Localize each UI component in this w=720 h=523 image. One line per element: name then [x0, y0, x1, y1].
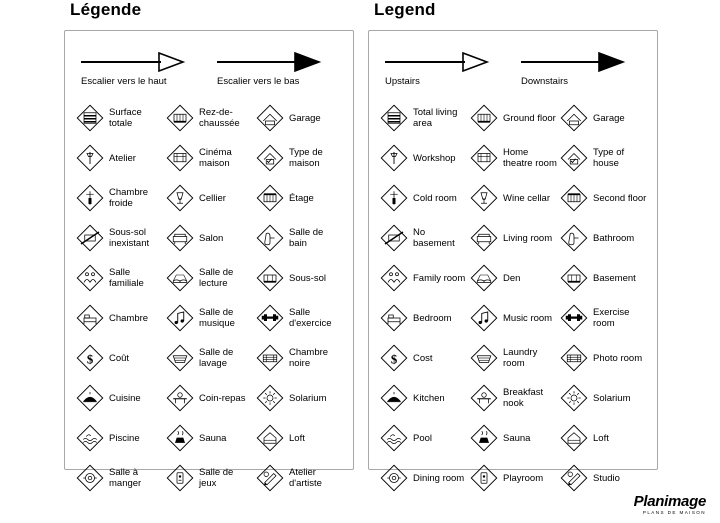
logo-wordmark: Planimage — [633, 493, 706, 510]
legend-item — [75, 339, 163, 377]
legend-item — [559, 99, 647, 137]
cold-room-icon — [379, 183, 409, 213]
legend-item-label: Kitchen — [413, 392, 445, 404]
legend-item-label: Family room — [413, 272, 466, 284]
legend-item — [469, 219, 557, 257]
legend-item — [379, 259, 467, 297]
legend-item-label: Salle familiale — [109, 267, 144, 289]
second-floor-icon — [255, 183, 285, 213]
legend-item-label: No basement — [413, 227, 455, 249]
exercise-room-icon — [559, 303, 589, 333]
legend-item-label: Étage — [289, 192, 314, 204]
basement-icon — [255, 263, 285, 293]
photo-room-icon — [559, 343, 589, 373]
legend-item — [559, 139, 647, 177]
legend-item — [379, 379, 467, 417]
legend-box-french — [64, 30, 354, 489]
garage-icon — [559, 103, 589, 133]
loft-icon — [255, 423, 285, 453]
arrow-outline-icon — [383, 51, 493, 73]
legend-item-label: Loft — [289, 432, 305, 444]
legend-item-label: Workshop — [413, 152, 456, 164]
legend-item — [75, 219, 163, 257]
arrow-outline-icon — [79, 51, 189, 73]
pool-icon — [75, 423, 105, 453]
legend-item-label: Total living area — [413, 107, 458, 129]
legend-item — [469, 299, 557, 337]
legend-item — [165, 179, 253, 217]
dining-room-icon — [75, 463, 105, 493]
no-basement-icon — [379, 223, 409, 253]
legend-item-label: Living room — [503, 232, 553, 244]
legend-item-label: Garage — [289, 112, 321, 124]
legend-item — [559, 179, 647, 217]
music-room-icon — [469, 303, 499, 333]
stairs-downstairs-english — [519, 51, 647, 87]
legend-item — [75, 139, 163, 177]
legend-item — [559, 259, 647, 297]
laundry-room-icon — [469, 343, 499, 373]
svg-text:$: $ — [390, 352, 398, 367]
photo-room-icon — [255, 343, 285, 373]
sauna-icon — [469, 423, 499, 453]
legend-item — [75, 379, 163, 417]
legend-item-label: Cuisine — [109, 392, 141, 404]
arrow-solid-icon — [519, 51, 629, 73]
music-room-icon — [165, 303, 195, 333]
legend-item-label: Cinéma maison — [199, 147, 232, 169]
stairs-downstairs-french — [215, 51, 343, 87]
svg-text:$: $ — [86, 352, 94, 367]
planimage-logo — [634, 495, 706, 515]
family-room-icon — [379, 263, 409, 293]
legend-item-label: Chambre — [109, 312, 149, 324]
legend-item — [165, 459, 253, 497]
cost-icon — [379, 343, 409, 373]
den-icon — [165, 263, 195, 293]
legend-item — [379, 179, 467, 217]
wine-cellar-icon — [469, 183, 499, 213]
stairs-row-french — [79, 51, 343, 87]
second-floor-icon — [559, 183, 589, 213]
legend-item-label: Coût — [109, 352, 130, 364]
legend-item-label: Home theatre room — [503, 147, 557, 169]
legend-item-label: Salle de bain — [289, 227, 324, 249]
legend-item-label: Sauna — [199, 432, 227, 444]
legend-item-label: Type of house — [593, 147, 625, 169]
sauna-icon — [165, 423, 195, 453]
legend-item — [255, 339, 343, 377]
legend-item — [559, 339, 647, 377]
workshop-icon — [379, 143, 409, 173]
legend-item — [255, 379, 343, 417]
stairs-row-english — [383, 51, 647, 87]
legend-item-label: Coin-repas — [199, 392, 246, 404]
legend-item — [559, 459, 647, 497]
den-icon — [469, 263, 499, 293]
loft-icon — [559, 423, 589, 453]
legend-item — [165, 299, 253, 337]
legend-item — [469, 459, 557, 497]
legend-item — [379, 219, 467, 257]
laundry-room-icon — [165, 343, 195, 373]
legend-item — [469, 179, 557, 217]
solarium-icon — [255, 383, 285, 413]
legend-item-label: Den — [503, 272, 521, 284]
legend-item-label: Solarium — [289, 392, 327, 404]
legend-item-label: Studio — [593, 472, 620, 484]
studio-icon — [559, 463, 589, 493]
legend-item-label: Chambre noire — [289, 347, 329, 369]
legend-item — [469, 259, 557, 297]
kitchen-icon — [379, 383, 409, 413]
legend-item-label: Exercise room — [593, 307, 630, 329]
legend-item-label: Second floor — [593, 192, 647, 204]
legend-item-label: Playroom — [503, 472, 544, 484]
legend-item — [559, 219, 647, 257]
garage-icon — [255, 103, 285, 133]
ground-floor-icon — [165, 103, 195, 133]
bedroom-icon — [379, 303, 409, 333]
legend-panel-english — [368, 0, 658, 484]
legend-item-label: Atelier — [109, 152, 136, 164]
legend-item-label: Sous-sol — [289, 272, 326, 284]
legend-item-label: Sous-sol inexistant — [109, 227, 150, 249]
legend-item — [255, 139, 343, 177]
legend-item — [255, 99, 343, 137]
legend-item — [559, 419, 647, 457]
stairs-label-upstairs-french: Escalier vers le haut — [81, 76, 167, 87]
legend-item — [255, 299, 343, 337]
legend-item-label: Photo room — [593, 352, 643, 364]
legend-item — [255, 259, 343, 297]
legend-item-label: Salle de lavage — [199, 347, 234, 369]
legend-item-label: Cost — [413, 352, 433, 364]
legend-item — [379, 139, 467, 177]
legend-item-label: Music room — [503, 312, 553, 324]
legend-item — [75, 299, 163, 337]
legend-item — [469, 419, 557, 457]
page-title-english: Legend — [374, 0, 436, 19]
legend-item — [165, 139, 253, 177]
legend-item — [469, 99, 557, 137]
legend-item — [165, 99, 253, 137]
breakfast-nook-icon — [469, 383, 499, 413]
legend-item-label: Bedroom — [413, 312, 452, 324]
legend-item-label: Cellier — [199, 192, 226, 204]
legend-item — [379, 299, 467, 337]
bathroom-icon — [559, 223, 589, 253]
cost-icon — [75, 343, 105, 373]
breakfast-nook-icon — [165, 383, 195, 413]
legend-item — [165, 259, 253, 297]
legend-item-label: Salle de musique — [199, 307, 235, 329]
type-of-house-icon — [559, 143, 589, 173]
legend-item-label: Salon — [199, 232, 224, 244]
legend-item-label: Type de maison — [289, 147, 323, 169]
stairs-upstairs-french — [79, 51, 207, 87]
stairs-label-downstairs-english: Downstairs — [521, 76, 568, 87]
page-title-french: Légende — [70, 0, 142, 19]
legend-item-label: Rez-de-chaussée — [199, 107, 240, 129]
legend-item-label: Chambre froide — [109, 187, 149, 209]
legend-item — [75, 179, 163, 217]
kitchen-icon — [75, 383, 105, 413]
legend-item — [379, 459, 467, 497]
legend-item-label: Garage — [593, 112, 625, 124]
legend-item-label: Surface totale — [109, 107, 142, 129]
legend-item — [469, 379, 557, 417]
legend-grid-english — [379, 99, 647, 497]
cold-room-icon — [75, 183, 105, 213]
pool-icon — [379, 423, 409, 453]
legend-item-label: Salle d'exercice — [289, 307, 332, 329]
playroom-icon — [165, 463, 195, 493]
wine-cellar-icon — [165, 183, 195, 213]
legend-item-label: Salle à manger — [109, 467, 142, 489]
legend-grid-french — [75, 99, 343, 497]
legend-item — [469, 139, 557, 177]
playroom-icon — [469, 463, 499, 493]
legend-item — [255, 219, 343, 257]
stairs-label-downstairs-french: Escalier vers le bas — [217, 76, 300, 87]
legend-item-label: Dining room — [413, 472, 465, 484]
legend-item — [379, 339, 467, 377]
legend-item — [75, 259, 163, 297]
legend-item-label: Bathroom — [593, 232, 635, 244]
home-theatre-icon — [469, 143, 499, 173]
legend-item — [75, 99, 163, 137]
legend-item-label: Atelier d'artiste — [289, 467, 322, 489]
living-room-icon — [165, 223, 195, 253]
workshop-icon — [75, 143, 105, 173]
bedroom-icon — [75, 303, 105, 333]
legend-item-label: Sauna — [503, 432, 531, 444]
legend-panel-french — [64, 0, 354, 489]
no-basement-icon — [75, 223, 105, 253]
legend-item — [469, 339, 557, 377]
legend-item — [379, 99, 467, 137]
family-room-icon — [75, 263, 105, 293]
legend-item — [559, 299, 647, 337]
legend-item — [255, 459, 343, 497]
legend-item — [165, 219, 253, 257]
type-of-house-icon — [255, 143, 285, 173]
logo-tagline: PLANS DE MAISON — [642, 510, 706, 515]
legend-item — [165, 419, 253, 457]
legend-item — [75, 459, 163, 497]
legend-item-label: Salle de lecture — [199, 267, 234, 289]
legend-item — [255, 179, 343, 217]
bathroom-icon — [255, 223, 285, 253]
legend-box-english — [368, 30, 658, 484]
legend-item — [75, 419, 163, 457]
legend-item-label: Loft — [593, 432, 609, 444]
legend-item-label: Wine cellar — [503, 192, 550, 204]
legend-item-label: Salle de jeux — [199, 467, 234, 489]
legend-item-label: Basement — [593, 272, 636, 284]
legend-item-label: Ground floor — [503, 112, 556, 124]
ground-floor-icon — [469, 103, 499, 133]
legend-item — [165, 379, 253, 417]
dining-room-icon — [379, 463, 409, 493]
arrow-solid-icon — [215, 51, 325, 73]
legend-item — [165, 339, 253, 377]
basement-icon — [559, 263, 589, 293]
solarium-icon — [559, 383, 589, 413]
stairs-label-upstairs-english: Upstairs — [385, 76, 420, 87]
living-room-icon — [469, 223, 499, 253]
total-living-area-icon — [75, 103, 105, 133]
legend-item-label: Piscine — [109, 432, 140, 444]
total-living-area-icon — [379, 103, 409, 133]
legend-item-label: Pool — [413, 432, 433, 444]
legend-item-label: Breakfast nook — [503, 387, 544, 409]
legend-item-label: Cold room — [413, 192, 457, 204]
studio-icon — [255, 463, 285, 493]
legend-item-label: Laundry room — [503, 347, 538, 369]
exercise-room-icon — [255, 303, 285, 333]
legend-item — [379, 419, 467, 457]
legend-item — [559, 379, 647, 417]
legend-item-label: Solarium — [593, 392, 631, 404]
home-theatre-icon — [165, 143, 195, 173]
stairs-upstairs-english — [383, 51, 511, 87]
legend-item — [255, 419, 343, 457]
